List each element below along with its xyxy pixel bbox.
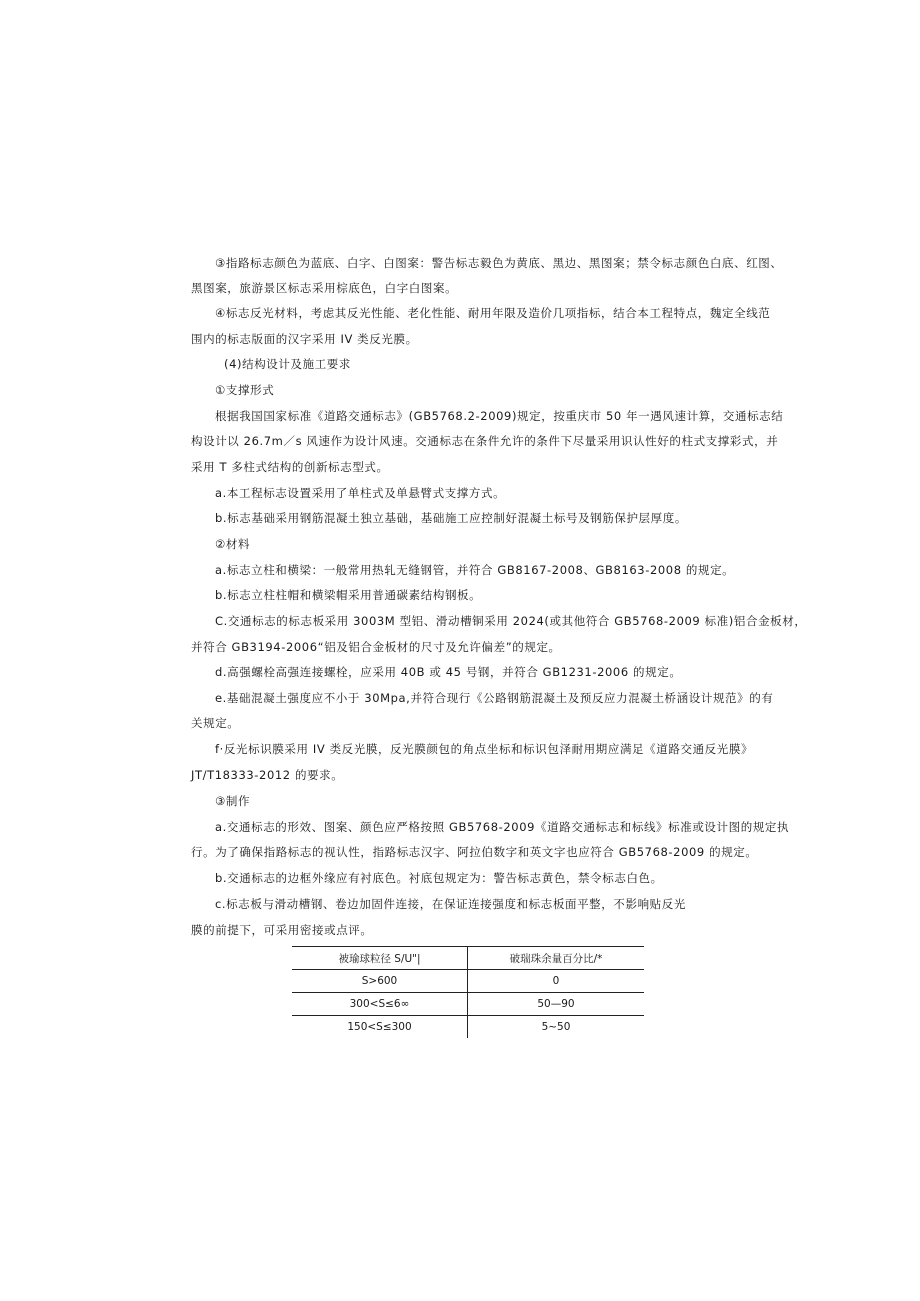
paragraph-line: a.标志立柱和横梁：一般常用热轧无缝钢管，并符合 GB8167-2008、GB8163-2008 的规定。 [215, 563, 735, 577]
paragraph-line: 围内的标志版面的汉字采用 IV 类反光膜。 [191, 332, 418, 346]
table-cell: 50—90 [468, 993, 645, 1016]
subsection-heading: ②材料 [215, 537, 251, 551]
table-row [292, 993, 644, 1016]
paragraph-line: 关规定。 [191, 716, 240, 730]
paragraph-line: a.本工程标志设置采用了单柱式及单悬臂式支撑方式。 [215, 486, 506, 500]
subsection-heading: ③制作 [215, 794, 251, 808]
section-heading: (4)结构设计及施工要求 [224, 357, 351, 371]
table-row [292, 1016, 644, 1039]
paragraph-line: C.交通标志的标志板采用 3003M 型铝、滑动槽铜采用 2024(或其他符合 GB5768-2009 标准)铝合金板材， [215, 614, 807, 628]
table-header-cell: 被瑜球粒径 S/U"| [292, 947, 468, 970]
table-row [292, 970, 644, 993]
paragraph-line: e.基础混凝土强度应不小于 30Mpa,并符合现行《公路钢筋混凝土及预反应力混凝土桥涵设计规范》的有 [215, 691, 774, 705]
paragraph-line: ③指路标志颜色为蓝底、白字、白图案：警告标志毅色为黄底、黑边、黑图案；禁令标志颜色白底、红图、 [215, 256, 783, 270]
paragraph-line: 采用 T 多柱式结构的创新标志型式。 [191, 460, 389, 474]
subsection-heading: ①支撑形式 [215, 383, 275, 397]
table-header-cell: 破瑞珠余量百分比/* [468, 947, 645, 970]
paragraph-line: a.交通标志的形效、图案、颜色应严格按照 GB5768-2009《道路交通标志和标线》标准或设计图的规定执 [215, 820, 790, 834]
table-header-row [292, 947, 644, 970]
table-cell: 300<S≤6∞ [292, 993, 468, 1016]
paragraph-line: d.高强螺栓高强连接螺栓，应采用 40B 或 45 号钢，并符合 GB1231-2006 的规定。 [215, 665, 682, 679]
paragraph-line: b.标志基础采用钢筋混凝土独立基础，基础施工应控制好混凝土标号及钢筋保护层厚度。 [215, 511, 687, 525]
paragraph-line: f·反光标识膜采用 IV 类反光膜，反光膜颜包的角点坐标和标识包泽耐用期应满足《道路交通反光膜》 [215, 742, 754, 756]
table-cell: 150<S≤300 [292, 1016, 468, 1039]
paragraph-line: 并符合 GB3194-2006“铝及铝合金板材的尺寸及允许偏差”的规定。 [191, 640, 561, 654]
data-table [292, 946, 644, 1038]
paragraph-line: b.交通标志的边框外缘应有衬底色。衬底包规定为：警告标志黄色，禁令标志白色。 [215, 871, 663, 885]
paragraph-line: ④标志反光材料，考虑其反光性能、老化性能、耐用年限及造价几项指标，结合本工程特点，魏定全线范 [215, 306, 771, 320]
paragraph-line: 膜的前提下，可采用密接或点评。 [191, 923, 373, 937]
paragraph-line: 根据我国国家标准《道路交通标志》(GB5768.2-2009)规定，按重庆市 50 年一遇风速计算，交通标志结 [215, 409, 784, 423]
table-cell: 5~50 [541, 1021, 571, 1033]
paragraph-line: 黑图案，旅游景区标志采用棕底色，白字白图案。 [191, 281, 458, 295]
paragraph-line: b.标志立柱柱帽和横梁帽采用普通碳素结构钢板。 [215, 588, 482, 602]
paragraph-line: 行。为了确保指路标志的视认性，指路标志汉字、阿拉伯数字和英文字也应符合 GB5768-2009 的规定。 [191, 845, 758, 859]
table-cell: 0 [468, 970, 645, 993]
table-cell: S>600 [292, 970, 468, 993]
paragraph-line: c.标志板与滑动槽钢、卷边加固件连接，在保证连接强度和标志板面平整，不影响贴反光 [215, 897, 686, 911]
paragraph-line: 构设计以 26.7m／s 风速作为设计风速。交通标志在条件允许的条件下尽量采用识认性好的柱式支撑彩式，并 [191, 434, 779, 448]
paragraph-line: JT/T18333-2012 的要求。 [191, 768, 344, 782]
